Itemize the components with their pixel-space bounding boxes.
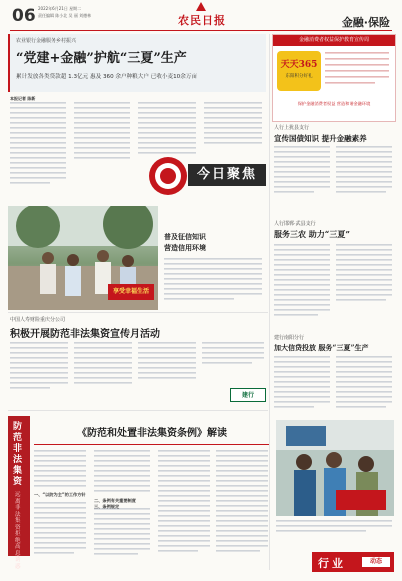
dateline: 2022年6月21日 星期二	[38, 6, 82, 11]
section-divider-2	[8, 410, 268, 411]
badge-sub: 动态	[362, 557, 390, 567]
industry-news-badge	[312, 552, 394, 572]
bank-logo-text: 建行	[241, 392, 254, 399]
middle-story-kicker: 中国人寿财险重庆分公司	[10, 317, 66, 323]
right-story-1-text	[274, 146, 394, 216]
photo-caption-title-1: 普及征信知识	[164, 232, 206, 241]
masthead-logo	[174, 2, 230, 26]
bottom-story-title: 《防范和处置非法集资条例》解读	[77, 428, 227, 439]
photo-2-caption	[276, 520, 394, 544]
right-story-1-kicker: 人行上犹县支行	[274, 125, 310, 131]
bottom-subhead-2: 二、条例有关重要制度	[94, 498, 136, 503]
top-story-subtitle: 累计发放各类贷款超 1.3亿元 惠及 360 余户种粮大户 已收小麦10余万亩	[16, 74, 198, 80]
consumer-protection-ad	[272, 34, 396, 122]
ad-brand-badge	[277, 51, 321, 91]
section-divider-1	[8, 312, 268, 313]
column-divider	[269, 34, 270, 570]
right-story-3-title: 加大信贷投放 服务“三夏”生产	[274, 343, 369, 352]
bottom-side-banner	[8, 416, 30, 570]
editor-credits: 责任编辑 陈小北 吴 丽 刘德林	[38, 13, 92, 18]
right-story-1	[272, 124, 394, 216]
right-story-1-title: 宣传国债知识 提升金融素养	[274, 134, 367, 143]
right-story-3-kicker: 建行南阳分行	[274, 335, 305, 341]
ad-slogan: 保护金融消费者权益 营造和谐金融环境	[297, 101, 371, 106]
news-photo-1	[8, 206, 158, 310]
right-story-2-kicker: 人行邯郸·武县支行	[274, 221, 316, 227]
bank-logo	[230, 388, 266, 402]
photo-caption-box	[160, 232, 266, 312]
bottom-story-text	[34, 450, 270, 562]
masthead-emblem-icon	[196, 2, 206, 11]
masthead-title: 农民日报	[178, 14, 226, 27]
page-header	[0, 0, 402, 32]
ad-text-lines	[325, 52, 391, 92]
header-rule	[10, 30, 392, 31]
middle-story	[8, 316, 268, 406]
top-story-kicker: 农业银行金融服务乡村振兴	[16, 38, 77, 44]
stamp-label: 今日聚焦	[188, 164, 266, 186]
ad-banner: 金融消费者权益保护教育宣传周	[273, 35, 395, 46]
photo-caption-title-2: 营造信用环境	[164, 243, 206, 252]
right-story-2-title: 服务三农 助力“三夏”	[274, 229, 350, 239]
photo-banner-text: 享受幸福生活	[112, 288, 149, 295]
news-photo-2	[276, 420, 394, 516]
top-story-header	[8, 34, 266, 92]
top-story-title: “党建+金融”护航“三夏”生产	[16, 51, 187, 66]
right-story-3	[272, 334, 394, 418]
bottom-subhead-3: 三、条例规定	[94, 504, 120, 509]
today-focus-stamp	[148, 156, 266, 196]
ad-brand: 天天365	[280, 60, 318, 70]
bottom-story	[34, 416, 270, 566]
section-title: 金融·保险	[341, 16, 390, 29]
badge-label: 行业	[318, 557, 346, 570]
bottom-subhead-1: 一、“以防为主”的工作方针	[34, 492, 86, 497]
photo-caption-text	[164, 258, 264, 310]
side-label: 防范非法集资	[13, 422, 23, 487]
right-story-3-text	[274, 356, 394, 418]
right-story-2-text	[274, 244, 394, 328]
middle-story-title: 积极开展防范非法集资宣传月活动	[10, 329, 160, 340]
top-story-byline: 本报记者 陈新	[10, 96, 36, 101]
right-story-2	[272, 220, 394, 330]
ad-brand-sub: 东阳积分好礼	[285, 74, 313, 79]
side-sub: 远离非法集资 拒绝高息诱惑	[15, 492, 21, 570]
page-number: 06	[12, 6, 36, 26]
stamp-emblem-icon	[148, 156, 188, 196]
bottom-story-rule	[34, 444, 270, 445]
